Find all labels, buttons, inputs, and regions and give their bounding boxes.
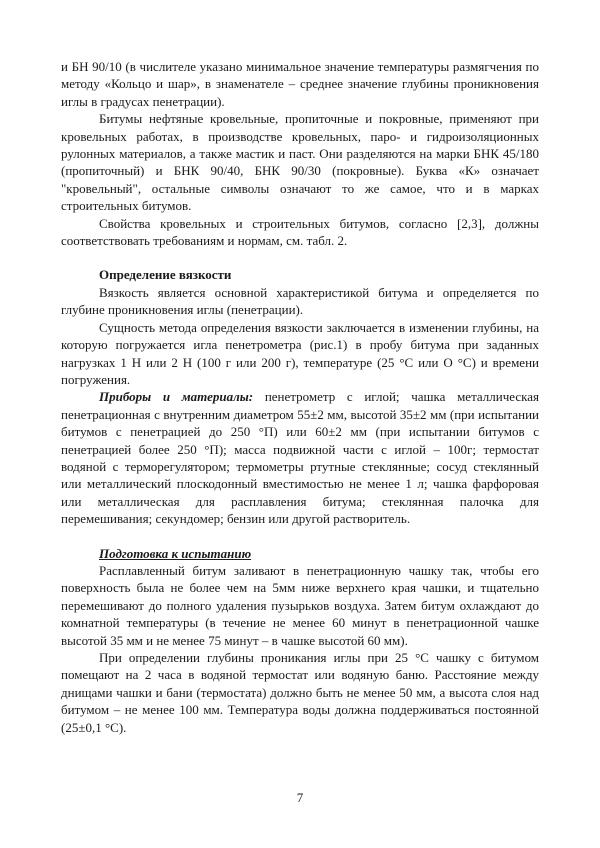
instruments-lead: Приборы и материалы: bbox=[99, 389, 254, 405]
paragraph-properties: Свойства кровельных и строительных битумов, согласно [2,3], должны соответствовать требованиям и нормам, см. табл. 2. bbox=[61, 215, 539, 249]
section-heading-viscosity: Определение вязкости bbox=[99, 267, 232, 283]
paragraph-method-essence: Сущность метода определения вязкости заключается в изменении глубины, на которую погружается игла пенетрометра (рис.1) в пробу битума при заданных нагрузках 1 Н или 2 Н (100 г или 200 г), температуре (25 °С или О °С) и времени погружения. bbox=[61, 319, 539, 387]
paragraph-bitumen-grades: и БН 90/10 (в числителе указано минимальное значение температуры размягчения по методу «Кольцо и шар», в знаменателе – среднее значение глубины проникновения иглы в градусах пенетрации). bbox=[61, 59, 539, 109]
page-number: 7 bbox=[296, 790, 304, 805]
paragraph-preparation: Расплавленный битум заливают в пенетрационную чашку так, чтобы его поверхность была не более чем на 5мм ниже верхнего края чашки, и тщательно перемешивают до полного удаления пузырьков воздуха. Затем битум охлаждают до комнатной температуры (в течение не менее 60 минут в пенетрационной чашке высотой 35 мм и не менее 75 минут – в чашке высотой 60 мм). bbox=[61, 562, 539, 648]
paragraph-roofing-bitumens: Битумы нефтяные кровельные, пропиточные и покровные, применяют при кровельных работах, в производстве кровельных, паро- и гидроизоляционных рулонных материалов, а также мастик и паст. Они разделяются на марки БНК 45/180 (пропиточный) и БНК 90/40, БНК 90/30 (покровные). Буква «К» означает "кровельный", остальные символы означают то же самое, что и в марках строительных битумов. bbox=[61, 111, 539, 214]
paragraph-viscosity-definition: Вязкость является основной характеристикой битума и определяется по глубине проникновения иглы (пенетрации). bbox=[61, 284, 539, 318]
paragraph-thermostat: При определении глубины проникания иглы при 25 °С чашку с битумом помещают на 2 часа в водяной термостат или водяную баню. Расстояние между днищами чашки и бани (термостата) должно быть не менее 50 мм, а высота слоя над битумом – не менее 100 мм. Температура воды должна поддерживаться постоянной (25±0,1 °С). bbox=[61, 650, 539, 735]
section-heading-preparation: Подготовка к испытанию bbox=[99, 545, 252, 561]
spacer bbox=[61, 528, 539, 545]
spacer bbox=[61, 249, 539, 266]
page-body bbox=[61, 58, 539, 736]
paragraph-instruments bbox=[61, 388, 539, 527]
instruments-list: пенетрометр с иглой; чашка металлическая пенетрационная с внутренним диаметром 55±2 мм, высотой 35±2 мм (при испытании битумов с пенетрацией до 250 °П) или 60±2 мм (при испытании битумов с пенетрацией более 250 °П); масса подвижной части с иглой – 100г; термостат водяной с терморегулятором; термометры ртутные стеклянные; сосуд стеклянный или металлический плоскодонный вместимостью не менее 1 л; чашка фарфоровая или металлическая для расплавления битума; стеклянная палочка для перемешивания; секундомер; бензин или другой растворитель. bbox=[61, 389, 540, 527]
